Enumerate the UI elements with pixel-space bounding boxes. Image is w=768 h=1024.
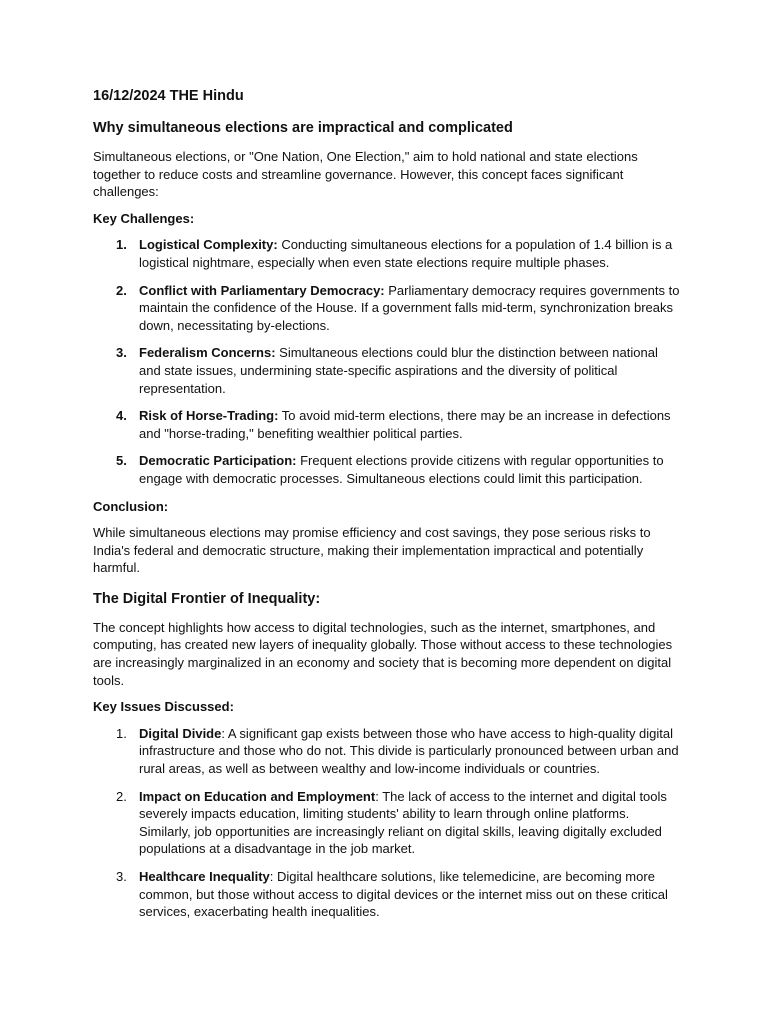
issues-list (93, 725, 683, 921)
list-number: 5. (116, 453, 127, 469)
list-number: 2. (116, 788, 127, 804)
document-page (93, 86, 683, 931)
list-number: 3. (116, 345, 127, 361)
list-item (93, 868, 683, 921)
date-source-heading: 16/12/2024 THE Hindu (93, 88, 244, 104)
item-text: To avoid mid-term elections, there may be an increase in defections and "horse-trading," benefiting wealthier political parties. (139, 408, 671, 441)
section-title: The Digital Frontier of Inequality: (93, 590, 321, 607)
item-title: Risk of Horse-Trading: (139, 408, 279, 424)
item-text: : Digital healthcare solutions, like telemedicine, are becoming more common, but those without access to digital devices or the internet miss out on these critical services, exacerbating health inequalities. (139, 869, 668, 920)
challenges-heading: Key Challenges: (93, 210, 195, 226)
list-number: 1. (116, 725, 127, 741)
list-number: 4. (116, 408, 127, 424)
list-item (93, 452, 683, 487)
list-item (93, 407, 683, 442)
item-title: Digital Divide (139, 725, 222, 741)
item-title: Logistical Complexity: (139, 237, 278, 253)
article-intro: Simultaneous elections, or "One Nation, One Election," aim to hold national and state elections together to reduce costs and streamline governance. However, this concept faces significant challenges: (93, 149, 638, 200)
item-text: Conducting simultaneous elections for a population of 1.4 billion is a logistical nightmare, especially when even state elections require multiple phases. (139, 237, 673, 270)
list-number: 1. (116, 237, 127, 253)
item-text: : A significant gap exists between those who have access to high-quality digital infrastructure and those who do not. This divide is particularly pronounced between urban and rural areas, as well as between wealthy and low-income individuals or countries. (139, 725, 679, 777)
item-title: Healthcare Inequality (139, 869, 270, 884)
item-text: Frequent elections provide citizens with regular opportunities to engage with democratic processes. Simultaneous elections could limit this participation. (139, 453, 664, 486)
section-intro: The concept highlights how access to digital technologies, such as the internet, smartphones, and computing, has created new layers of inequality globally. Those without access to these technologies are increasingly marginalized in an economy and society that is becoming more dependent on digital tools. (93, 619, 673, 688)
issues-heading: Key Issues Discussed: (93, 699, 234, 715)
list-item (93, 788, 683, 858)
item-text: Simultaneous elections could blur the distinction between national and state issues, undermining state-specific aspirations and the diversity of political representation. (139, 345, 658, 396)
item-title: Conflict with Parliamentary Democracy: (139, 282, 385, 298)
list-item (93, 344, 683, 397)
item-title: Democratic Participation: (139, 453, 297, 469)
list-number: 2. (116, 282, 127, 298)
challenges-list (93, 236, 683, 487)
list-item (93, 236, 683, 271)
list-item (93, 282, 683, 335)
item-title: Federalism Concerns: (139, 345, 276, 361)
item-text: Parliamentary democracy requires governments to maintain the confidence of the House. If a government falls mid-term, synchronization breaks down, necessitating by-elections. (139, 282, 680, 333)
conclusion-text: While simultaneous elections may promise efficiency and cost savings, they pose serious risks to India's federal and democratic structure, making their implementation impractical and potentially harmful. (93, 525, 651, 576)
list-item (93, 725, 683, 778)
item-text: : The lack of access to the internet and digital tools severely impacts education, limiting students' ability to learn through online platforms. Similarly, job opportunities are increasingly reliant on digital skills, leaving digitally excluded populations at a disadvantage in the job market. (139, 788, 667, 857)
list-number: 3. (116, 869, 127, 884)
item-title: Impact on Education and Employment (139, 788, 376, 804)
conclusion-heading: Conclusion: (93, 498, 169, 514)
article-title: Why simultaneous elections are impractical and complicated (93, 120, 513, 136)
